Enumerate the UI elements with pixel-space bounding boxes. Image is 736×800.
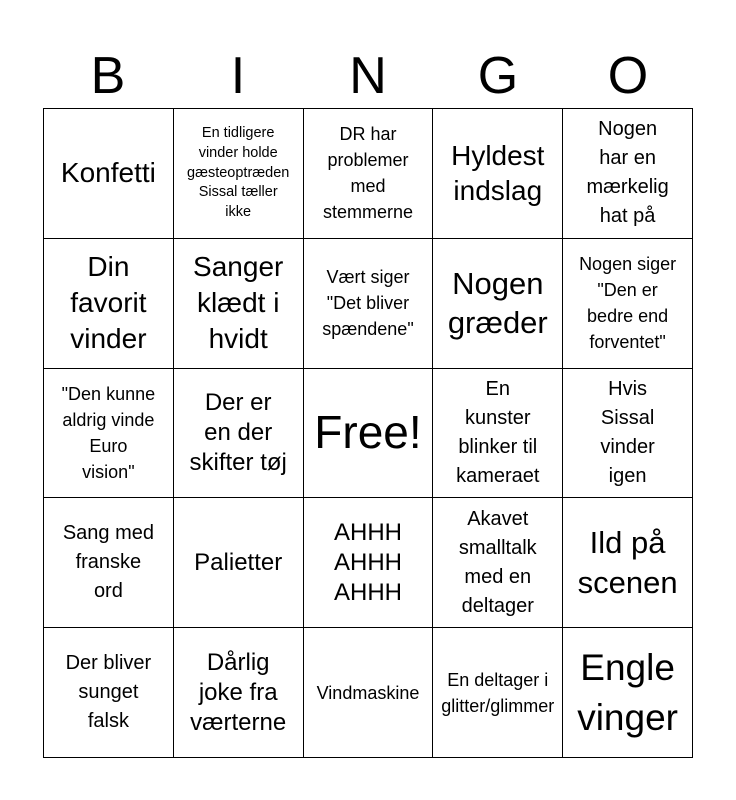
cell-text: Vært siger "Det bliver spændene" xyxy=(322,267,414,340)
cell-text: Sanger klædt i hvidt xyxy=(193,251,284,355)
bingo-cell[interactable] xyxy=(44,628,174,758)
bingo-cell[interactable] xyxy=(563,498,693,628)
cell-text: Dårlig joke fra værterne xyxy=(190,648,287,736)
cell-text: Din favorit vinder xyxy=(70,251,147,355)
bingo-cell[interactable] xyxy=(174,628,304,758)
cell-text: DR har problemer med stemmerne xyxy=(322,124,413,223)
cell-text: Hvis Sissal vinder igen xyxy=(600,377,655,487)
bingo-cell[interactable] xyxy=(174,239,304,369)
bingo-cell[interactable] xyxy=(433,369,563,499)
cell-text: Hyldest indslag xyxy=(451,139,545,207)
cell-text: Engle vinger xyxy=(577,646,678,738)
cell-text: AHHH AHHH AHHH xyxy=(333,518,402,606)
bingo-cell[interactable] xyxy=(44,498,174,628)
bingo-cell[interactable] xyxy=(44,369,174,499)
bingo-cell[interactable] xyxy=(433,109,563,239)
header-letter-i: I xyxy=(230,47,246,105)
bingo-cell[interactable] xyxy=(44,109,174,239)
cell-text: Der bliver sunget falsk xyxy=(65,652,152,733)
cell-text: Nogen har en mærkelig hat på xyxy=(586,118,669,228)
cell-text: Der er en der skifter tøj xyxy=(189,388,287,476)
cell-text: En kunster blinker til kameraet xyxy=(456,377,540,487)
bingo-cell[interactable] xyxy=(304,109,434,239)
cell-text: Vindmaskine xyxy=(316,682,420,703)
header-letter-o: O xyxy=(607,47,649,105)
bingo-cell[interactable] xyxy=(433,628,563,758)
cell-text: En deltager i glitter/glimmer xyxy=(441,669,555,716)
bingo-cell[interactable] xyxy=(433,239,563,369)
cell-text: Nogen siger "Den er bedre end forventet" xyxy=(579,254,677,353)
cell-text: En tidligere vinder holde gæsteoptræden Sissal tæller ikke xyxy=(187,125,290,220)
cell-text: Nogen græder xyxy=(447,265,548,341)
free-space-cell[interactable] xyxy=(304,369,434,499)
cell-text: "Den kunne aldrig vinde Euro vision" xyxy=(61,383,156,483)
bingo-header xyxy=(43,44,693,108)
cell-text: Ild på scenen xyxy=(577,525,678,600)
bingo-board xyxy=(43,108,693,758)
cell-text: Sang med franske ord xyxy=(62,522,154,603)
cell-text: Akavet smalltalk med en deltager xyxy=(458,507,537,617)
bingo-cell[interactable] xyxy=(563,628,693,758)
cell-text: Konfetti xyxy=(60,157,156,189)
bingo-cell[interactable] xyxy=(304,239,434,369)
bingo-cell[interactable] xyxy=(563,369,693,499)
cell-text: Palietter xyxy=(194,548,283,576)
bingo-cell[interactable] xyxy=(174,109,304,239)
bingo-cell[interactable] xyxy=(304,498,434,628)
bingo-cell[interactable] xyxy=(44,239,174,369)
header-letter-g: G xyxy=(477,47,519,105)
bingo-cell[interactable] xyxy=(304,628,434,758)
bingo-cell[interactable] xyxy=(563,109,693,239)
bingo-cell[interactable] xyxy=(433,498,563,628)
free-space-text: Free! xyxy=(314,406,422,459)
bingo-cell[interactable] xyxy=(174,498,304,628)
bingo-cell[interactable] xyxy=(563,239,693,369)
header-letter-b: B xyxy=(90,47,126,105)
header-letter-n: N xyxy=(349,47,387,105)
bingo-cell[interactable] xyxy=(174,369,304,499)
